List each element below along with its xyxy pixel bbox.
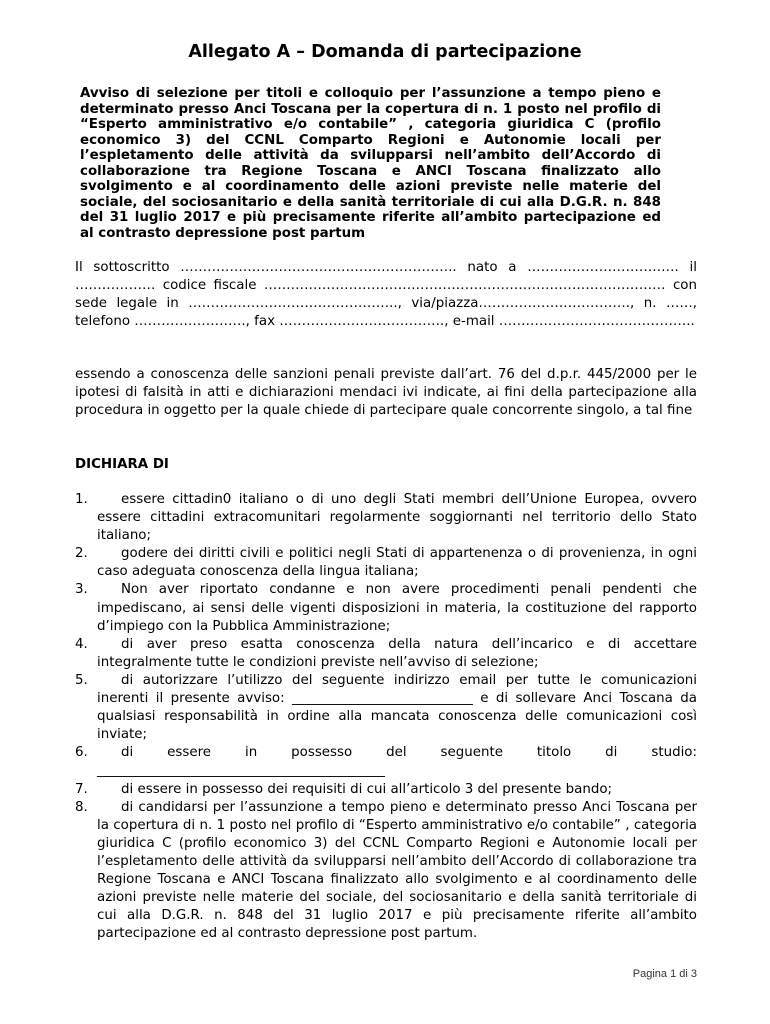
list-item [75,491,697,545]
list-item-text: di essere in possesso dei requisiti di cui all’articolo 3 del presente bando; [121,781,613,797]
list-item [75,781,697,799]
list-item-text: Non aver riportato condanne e non avere procedimenti penali pendenti che impediscano, ai sensi delle vigenti disposizioni in materia, la costituzione del rapporto d’impiego con la Pubblica Amministrazione; [97,582,697,634]
list-item-text: di aver preso esatta conoscenza della natura dell’incarico e di accettare integralmente tutte le condizioni previste nell’avviso di selezione; [97,636,697,670]
list-item [75,581,697,635]
subject-paragraph: Avviso di selezione per titoli e colloquio per l’assunzione a tempo pieno e determinato presso Anci Toscana per la copertura di n. 1 posto nel profilo di “Esperto amministrativo e/o contabile” , categoria giuridica C (profilo economico 3) del CCNL Comparto Regioni e Autonomie locali per l’espletamento delle attività da svilupparsi nell’ambito dell’Accordo di collaborazione tra Regione Toscana e ANCI Toscana finalizzato allo svolgimento e al coordinamento delle azioni previste nelle materie del sociale, del sociosanitario e della sanità territoriale di cui alla D.G.R. n. 848 del 31 luglio 2017 e più precisamente riferite all’ambito partecipazione ed al contrasto depressione post partum [80,86,661,241]
list-item-text: essere cittadin0 italiano o di uno degli Stati membri dell’Unione Europea, ovvero essere cittadini extracomunitari regolarmente soggiornanti nel territorio dello Stato italiano; [97,492,697,544]
list-item-number: 3. [75,582,88,598]
list-item-text: godere dei diritti civili e politici negli Stati di appartenenza o di provenienza, in ogni caso adeguata conoscenza della lingua italiana; [97,546,697,580]
list-item-number: 7. [75,781,88,797]
list-item-text: di candidarsi per l’assunzione a tempo pieno e determinato presso Anci Toscana per la copertura di n. 1 posto nel profilo di “Esperto amministrativo e/o contabile” , categoria giuridica C (profilo economico 3) del CCNL Comparto Regioni e Autonomie locali per l’espletamento delle attività da svilupparsi nell’ambito dell’Accordo di collaborazione tra Regione Toscana e ANCI Toscana finalizzato allo svolgimento e al coordinamento delle azioni previste nelle materie del sociale, del sociosanitario e della sanità territoriale di cui alla D.G.R. n. 848 del 31 luglio 2017 e più precisamente riferite all’ambito partecipazione ed al contrasto depressione post partum. [97,799,697,942]
page-number: Pagina 1 di 3 [632,968,697,980]
list-item [75,636,697,672]
list-item [75,672,697,744]
list-item [75,799,697,944]
applicant-details-paragraph: Il sottoscritto …………………………………………………….. nato a ……………………………. il ……………… codice fiscale ……………………………………………………………………………… con sede legale in ……………………………………….., via/piazza……………………………., n. ……, telefono ……………………., fax ………………………………., e-mail …………………………………….. [75,260,697,329]
declaration-intro-paragraph: essendo a conoscenza delle sanzioni penali previste dall’art. 76 del d.p.r. 445/2000 per le ipotesi di falsità in atti e dichiarazioni mendaci ivi indicate, ai fini della partecipazione alla procedura in oggetto per la quale chiede di partecipare quale concorrente singolo, a tal fine [75,367,697,418]
list-item-number: 8. [75,799,88,815]
list-item-text: di autorizzare l’utilizzo del seguente indirizzo email per tutte le comunicazioni inerenti il presente avviso: ___________________________ e di sollevare Anci Toscana da qualsiasi responsabilità in ordine alla mancata conoscenza delle comunicazioni così inviate; [97,672,697,743]
declaration-list [75,491,697,943]
section-heading: DICHIARA DI [75,457,169,472]
list-item-number: 4. [75,636,88,652]
list-item-number: 6. [75,745,88,761]
list-item [75,545,697,581]
list-item-number: 2. [75,546,88,562]
list-item [75,744,697,780]
list-item-text: di essere in possesso del seguente titolo di studio: ___________________________________________ [97,745,697,779]
list-item-number: 1. [75,492,88,507]
page-title: Allegato A – Domanda di partecipazione [188,42,582,62]
list-item-number: 5. [75,672,88,688]
